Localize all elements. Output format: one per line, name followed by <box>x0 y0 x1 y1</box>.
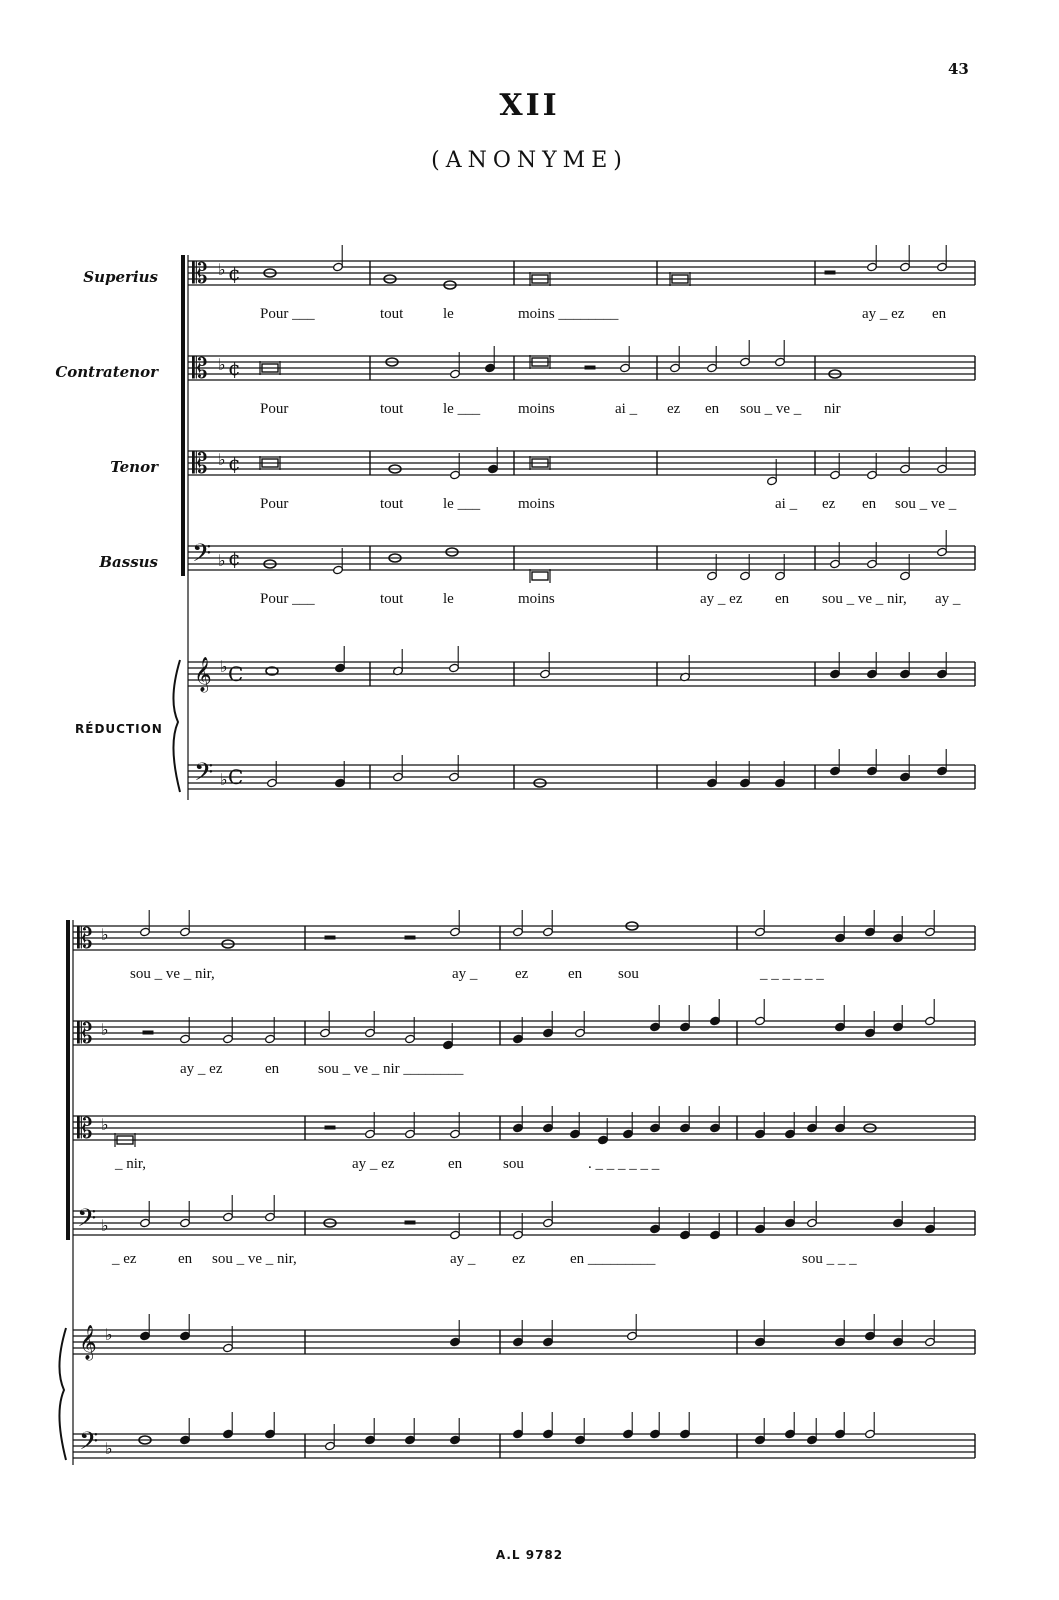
voice-label-superius: Superius <box>83 268 158 286</box>
lyric: moins <box>518 496 555 512</box>
composer-attribution: (ANONYME) <box>431 148 628 173</box>
alto-clef-icon: 𝄡 <box>192 257 208 290</box>
lyric: _ ez <box>112 1251 137 1267</box>
flat-icon: ♭ <box>101 925 109 944</box>
alto-clef-icon: 𝄡 <box>192 447 208 480</box>
lyric: ai _ <box>775 496 798 512</box>
cut-time-icon: ¢ <box>228 546 241 570</box>
alto-clef-icon: 𝄡 <box>77 1017 93 1050</box>
lyric: ez <box>667 401 681 417</box>
rest <box>405 936 415 939</box>
grand-staff-brace <box>173 660 180 792</box>
lyric: sou _ ve _ nir ________ <box>318 1061 464 1077</box>
flat-icon: ♭ <box>220 770 228 789</box>
cut-time-icon: ¢ <box>228 356 241 380</box>
lyric: Pour ___ <box>260 591 315 607</box>
lyric: _ _ _ _ _ _ <box>760 966 824 982</box>
treble-clef-icon: 𝄞 <box>194 657 212 692</box>
lyric: le <box>443 306 454 322</box>
lyric: sou <box>618 966 639 982</box>
lyric: en <box>448 1156 463 1172</box>
flat-icon: ♭ <box>105 1325 113 1344</box>
alto-clef-icon: 𝄡 <box>77 1112 93 1145</box>
lyric: sou <box>503 1156 524 1172</box>
bass-clef-icon: 𝄢 <box>79 1427 99 1462</box>
breve-note <box>532 572 548 580</box>
rest <box>585 366 595 369</box>
lyric: ay _ ez <box>862 306 905 322</box>
rest <box>325 1126 335 1129</box>
grand-staff-brace <box>59 1328 66 1460</box>
rest <box>405 1221 415 1224</box>
page-number: 43 <box>948 60 969 78</box>
flat-icon: ♭ <box>101 1115 109 1134</box>
voice-label-tenor: Tenor <box>110 458 158 476</box>
bass-clef-icon: 𝄢 <box>194 758 214 793</box>
flat-icon: ♭ <box>218 551 226 570</box>
flat-icon: ♭ <box>220 657 228 676</box>
alto-clef-icon: 𝄡 <box>192 352 208 385</box>
lyric: moins ________ <box>518 306 619 322</box>
flat-icon: ♭ <box>101 1216 109 1235</box>
lyric: sou _ ve _ nir, <box>822 591 907 607</box>
lyric: en _________ <box>570 1251 656 1267</box>
flat-icon: ♭ <box>218 355 226 374</box>
lyric: en <box>265 1061 280 1077</box>
lyric: sou _ ve _ nir, <box>212 1251 297 1267</box>
lyric: ay _ <box>935 591 961 607</box>
lyric: sou _ ve _ nir, <box>130 966 215 982</box>
lyric: sou _ _ _ <box>802 1251 857 1267</box>
lyric: tout <box>380 401 404 417</box>
lyric: en <box>568 966 583 982</box>
flat-icon: ♭ <box>218 450 226 469</box>
flat-icon: ♭ <box>101 1020 109 1039</box>
flat-icon: ♭ <box>105 1439 113 1458</box>
common-time-icon: C <box>228 662 244 686</box>
lyric: _ nir, <box>115 1156 147 1172</box>
lyric: . _ _ _ _ _ _ <box>588 1156 660 1172</box>
lyric: ay _ <box>452 966 478 982</box>
cut-time-icon: ¢ <box>228 261 241 285</box>
lyric: le ___ <box>443 401 481 417</box>
lyric: moins <box>518 591 555 607</box>
lyric: tout <box>380 496 404 512</box>
lyric: ay _ ez <box>700 591 743 607</box>
lyric: ay _ ez <box>180 1061 223 1077</box>
lyric: sou _ ve _ <box>740 401 802 417</box>
lyric: ez <box>822 496 836 512</box>
treble-clef-icon: 𝄞 <box>79 1325 97 1360</box>
lyric: Pour <box>260 401 289 417</box>
lyric: en <box>775 591 790 607</box>
voice-label-contratenor: Contratenor <box>55 363 158 381</box>
reduction-label: RÉDUCTION <box>75 722 163 736</box>
lyric: nir <box>824 401 841 417</box>
flat-icon: ♭ <box>218 260 226 279</box>
lyric: ay _ <box>450 1251 476 1267</box>
plate-number: A.L 9782 <box>495 1548 564 1562</box>
lyric: ai _ <box>615 401 638 417</box>
lyric: le <box>443 591 454 607</box>
lyric: ez <box>512 1251 526 1267</box>
lyric: moins <box>518 401 555 417</box>
piece-title: XII <box>499 88 560 123</box>
lyric: en <box>178 1251 193 1267</box>
lyric: sou _ ve _ <box>895 496 957 512</box>
lyric: en <box>862 496 877 512</box>
voice-label-bassus: Bassus <box>99 553 158 571</box>
rest <box>143 1031 153 1034</box>
bass-clef-icon: 𝄢 <box>77 1204 97 1239</box>
lyric: tout <box>380 306 404 322</box>
lyric: Pour <box>260 496 289 512</box>
common-time-icon: C <box>228 765 244 789</box>
rest <box>325 936 335 939</box>
lyric: Pour ___ <box>260 306 315 322</box>
alto-clef-icon: 𝄡 <box>77 922 93 955</box>
lyric: tout <box>380 591 404 607</box>
lyric: ez <box>515 966 529 982</box>
cut-time-icon: ¢ <box>228 451 241 475</box>
lyric: ay _ ez <box>352 1156 395 1172</box>
lyric: le ___ <box>443 496 481 512</box>
lyric: en <box>705 401 720 417</box>
lyric: en <box>932 306 947 322</box>
rest <box>825 271 835 274</box>
bass-clef-icon: 𝄢 <box>192 539 212 574</box>
